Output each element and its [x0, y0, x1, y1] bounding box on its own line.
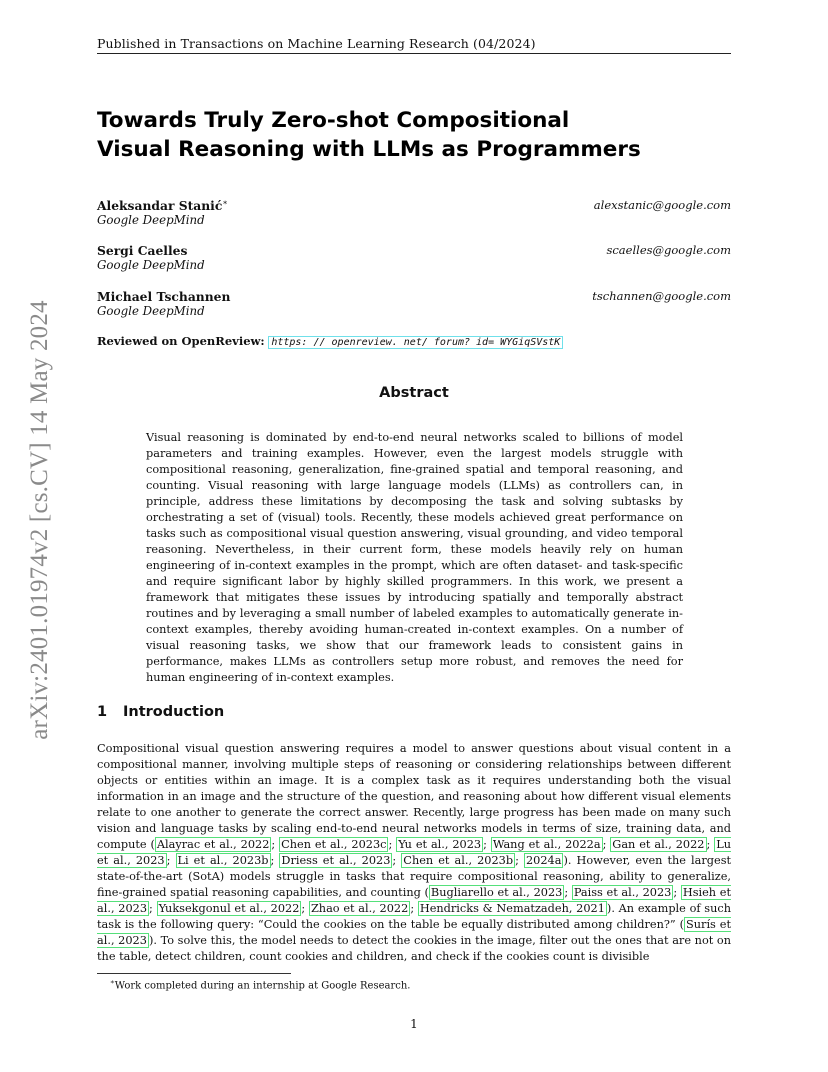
citation-link[interactable]: Paiss et al., 2023 — [573, 886, 672, 899]
author-email[interactable]: scaelles@google.com — [606, 243, 731, 257]
body-text: ). An example of such task is the following query: “Could the cookies on the table be equally distributed among children?” ( — [97, 902, 731, 931]
author-block — [97, 289, 731, 323]
body-text: Compositional visual question answering requires a model to answer questions about visual content in a compositional manner, involving multiple steps of reasoning or considering relationships between different objects or entities within an image. It is a complex task as it requires understanding both the visual information in an image and the structure of the question, and reasoning about how different visual elements relate to one another to generate the correct answer. Recently, large progress has been made on many such vision and language tasks by scaling end-to-end neural networks models in terms of size, training data, and compute ( — [97, 742, 731, 851]
citation-link[interactable]: Zhao et al., 2022 — [310, 902, 409, 915]
citation-link[interactable]: Alayrac et al., 2022 — [156, 838, 270, 851]
body-text: ). To solve this, the model needs to detect the cookies in the image, filter out the ones that are not on the table, detect children, count cookies and children, and check if the cookies count is divisible — [97, 934, 732, 963]
author-block — [97, 243, 731, 277]
footnote-rule — [97, 973, 291, 974]
citation-link[interactable]: Lu et al., 2023 — [97, 838, 731, 867]
citation-link[interactable]: Driess et al., 2023 — [281, 854, 391, 867]
author-email[interactable]: alexstanic@google.com — [593, 198, 731, 212]
introduction-paragraph: Compositional visual question answering requires a model to answer questions about visual content in a compositional manner, involving multiple steps of reasoning or considering relationships between different objects or entities within an image. It is a complex task as it requires understanding both the visual information in an image and the structure of the question, and reasoning about how different visual elements relate to one another to generate the correct answer. Recently, large progress has been made on many such vision and language tasks by scaling end-to-end neural networks models in terms of size, training data, and compute ( Alayrac et al., 2022 ; Chen et al., 2023c ; Yu et al., 2023 ; Wang et al., 2022a ; Gan et al., 2022 ; Lu et al., 2023 ; Li et al., 2023b ; Driess et al., 2023 ; Chen et al., 2023b ; 2024a ). However, even the largest state-of-the-art (SotA) models struggle in tasks that require compositional reasoning, ability to generalize, fine-grained spatial reasoning capabilities, and counting ( Bugliarello et al., 2023 ; Paiss et al., 2023 ; Hsieh et al., 2023 ; Yuksekgonul et al., 2022 ; Zhao et al., 2022 ; Hendricks & Nematzadeh, 2021 ). An example of such task is the following query: “Could the cookies on the table be equally distributed among children?” ( Surís et al., 2023 ). To solve this, the model needs to detect the cookies in the image, filter out the ones that are not on the table, detect children, count cookies and children, and check if the cookies count is divisible — [97, 742, 732, 963]
paper-title — [97, 106, 731, 164]
citation-link[interactable]: Li et al., 2023b — [177, 854, 269, 867]
citation-link[interactable]: Hsieh et al., 2023 — [97, 886, 731, 915]
author-block — [97, 198, 731, 232]
page-number: 1 — [410, 1017, 418, 1031]
running-head: Published in Transactions on Machine Learning Research (04/2024) — [97, 36, 536, 51]
citation-link[interactable]: Wang et al., 2022a — [492, 838, 601, 851]
section-number: 1 — [97, 704, 108, 720]
review-label: Reviewed on OpenReview: — [97, 334, 265, 348]
footnote-mark: ∗ — [110, 978, 115, 986]
footnote — [110, 978, 410, 991]
title-line-1: Towards Truly Zero-shot Compositional — [97, 108, 570, 133]
openreview-line — [97, 334, 563, 348]
citation-link[interactable]: 2024a — [525, 854, 562, 867]
body-text: ). However, even the largest state-of-the-art (SotA) models struggle in tasks that require compositional reasoning, ability to generalize, fine-grained spatial reasoning capabilities, and counting ( — [97, 854, 732, 899]
author-email[interactable]: tschannen@google.com — [592, 289, 731, 303]
citation-link[interactable]: Hendricks & Nematzadeh, 2021 — [419, 902, 605, 915]
author-affiliation: Google DeepMind — [97, 304, 205, 318]
section-title: Introduction — [123, 704, 225, 720]
citation-link[interactable]: Yuksekgonul et al., 2022 — [158, 902, 300, 915]
citation-link[interactable]: Yu et al., 2023 — [398, 838, 482, 851]
author-footnote-mark: ∗ — [222, 198, 228, 207]
section-heading — [97, 704, 224, 720]
author-affiliation: Google DeepMind — [97, 213, 205, 227]
citation-link[interactable]: Surís et al., 2023 — [97, 918, 731, 947]
author-name-text: Aleksandar Stanić — [97, 198, 223, 214]
citation-link[interactable]: Chen et al., 2023c — [281, 838, 387, 851]
author-affiliation: Google DeepMind — [97, 258, 205, 272]
header-rule — [97, 53, 731, 54]
abstract-text: Visual reasoning is dominated by end-to-end neural networks scaled to billions of model parameters and training examples. However, even the largest models struggle with compositional reasoning, generalization, fine-grained spatial and temporal reasoning, and counting. Visual reasoning with large language models (LLMs) as controllers can, in principle, address these limitations by decomposing the task and solving subtasks by orchestrating a set of (visual) tools. Recently, these models achieved great performance on tasks such as compositional visual question answering, visual grounding, and video temporal reasoning. Nevertheless, in their current form, these models heavily rely on human engineering of in-context examples in the prompt, which are often dataset- and task-specific and require significant labor by highly skilled programmers. In this work, we present a framework that mitigates these issues by introducing spatially and temporally abstract routines and by leveraging a small number of labeled examples to automatically generate in-context examples, thereby avoiding human-created in-context examples. On a number of visual reasoning tasks, we show that our framework leads to consistent gains in performance, makes LLMs as controllers setup more robust, and removes the need for human engineering of in-context examples. — [146, 431, 683, 684]
citation-link[interactable]: Bugliarello et al., 2023 — [430, 886, 563, 899]
author-name — [97, 198, 228, 213]
openreview-link[interactable]: https: // openreview. net/ forum? id= WYGiqSVstK — [268, 336, 563, 349]
author-name: Sergi Caelles — [97, 243, 188, 258]
abstract-heading: Abstract — [379, 385, 449, 401]
author-name: Michael Tschannen — [97, 289, 231, 304]
citation-link[interactable]: Gan et al., 2022 — [612, 838, 705, 851]
citation-link[interactable]: Chen et al., 2023b — [403, 854, 514, 867]
arxiv-identifier: arXiv:2401.01974v2 [cs.CV] 14 May 2024 — [26, 300, 53, 740]
footnote-text: Work completed during an internship at Google Research. — [114, 980, 411, 992]
title-line-2: Visual Reasoning with LLMs as Programmers — [97, 137, 641, 162]
